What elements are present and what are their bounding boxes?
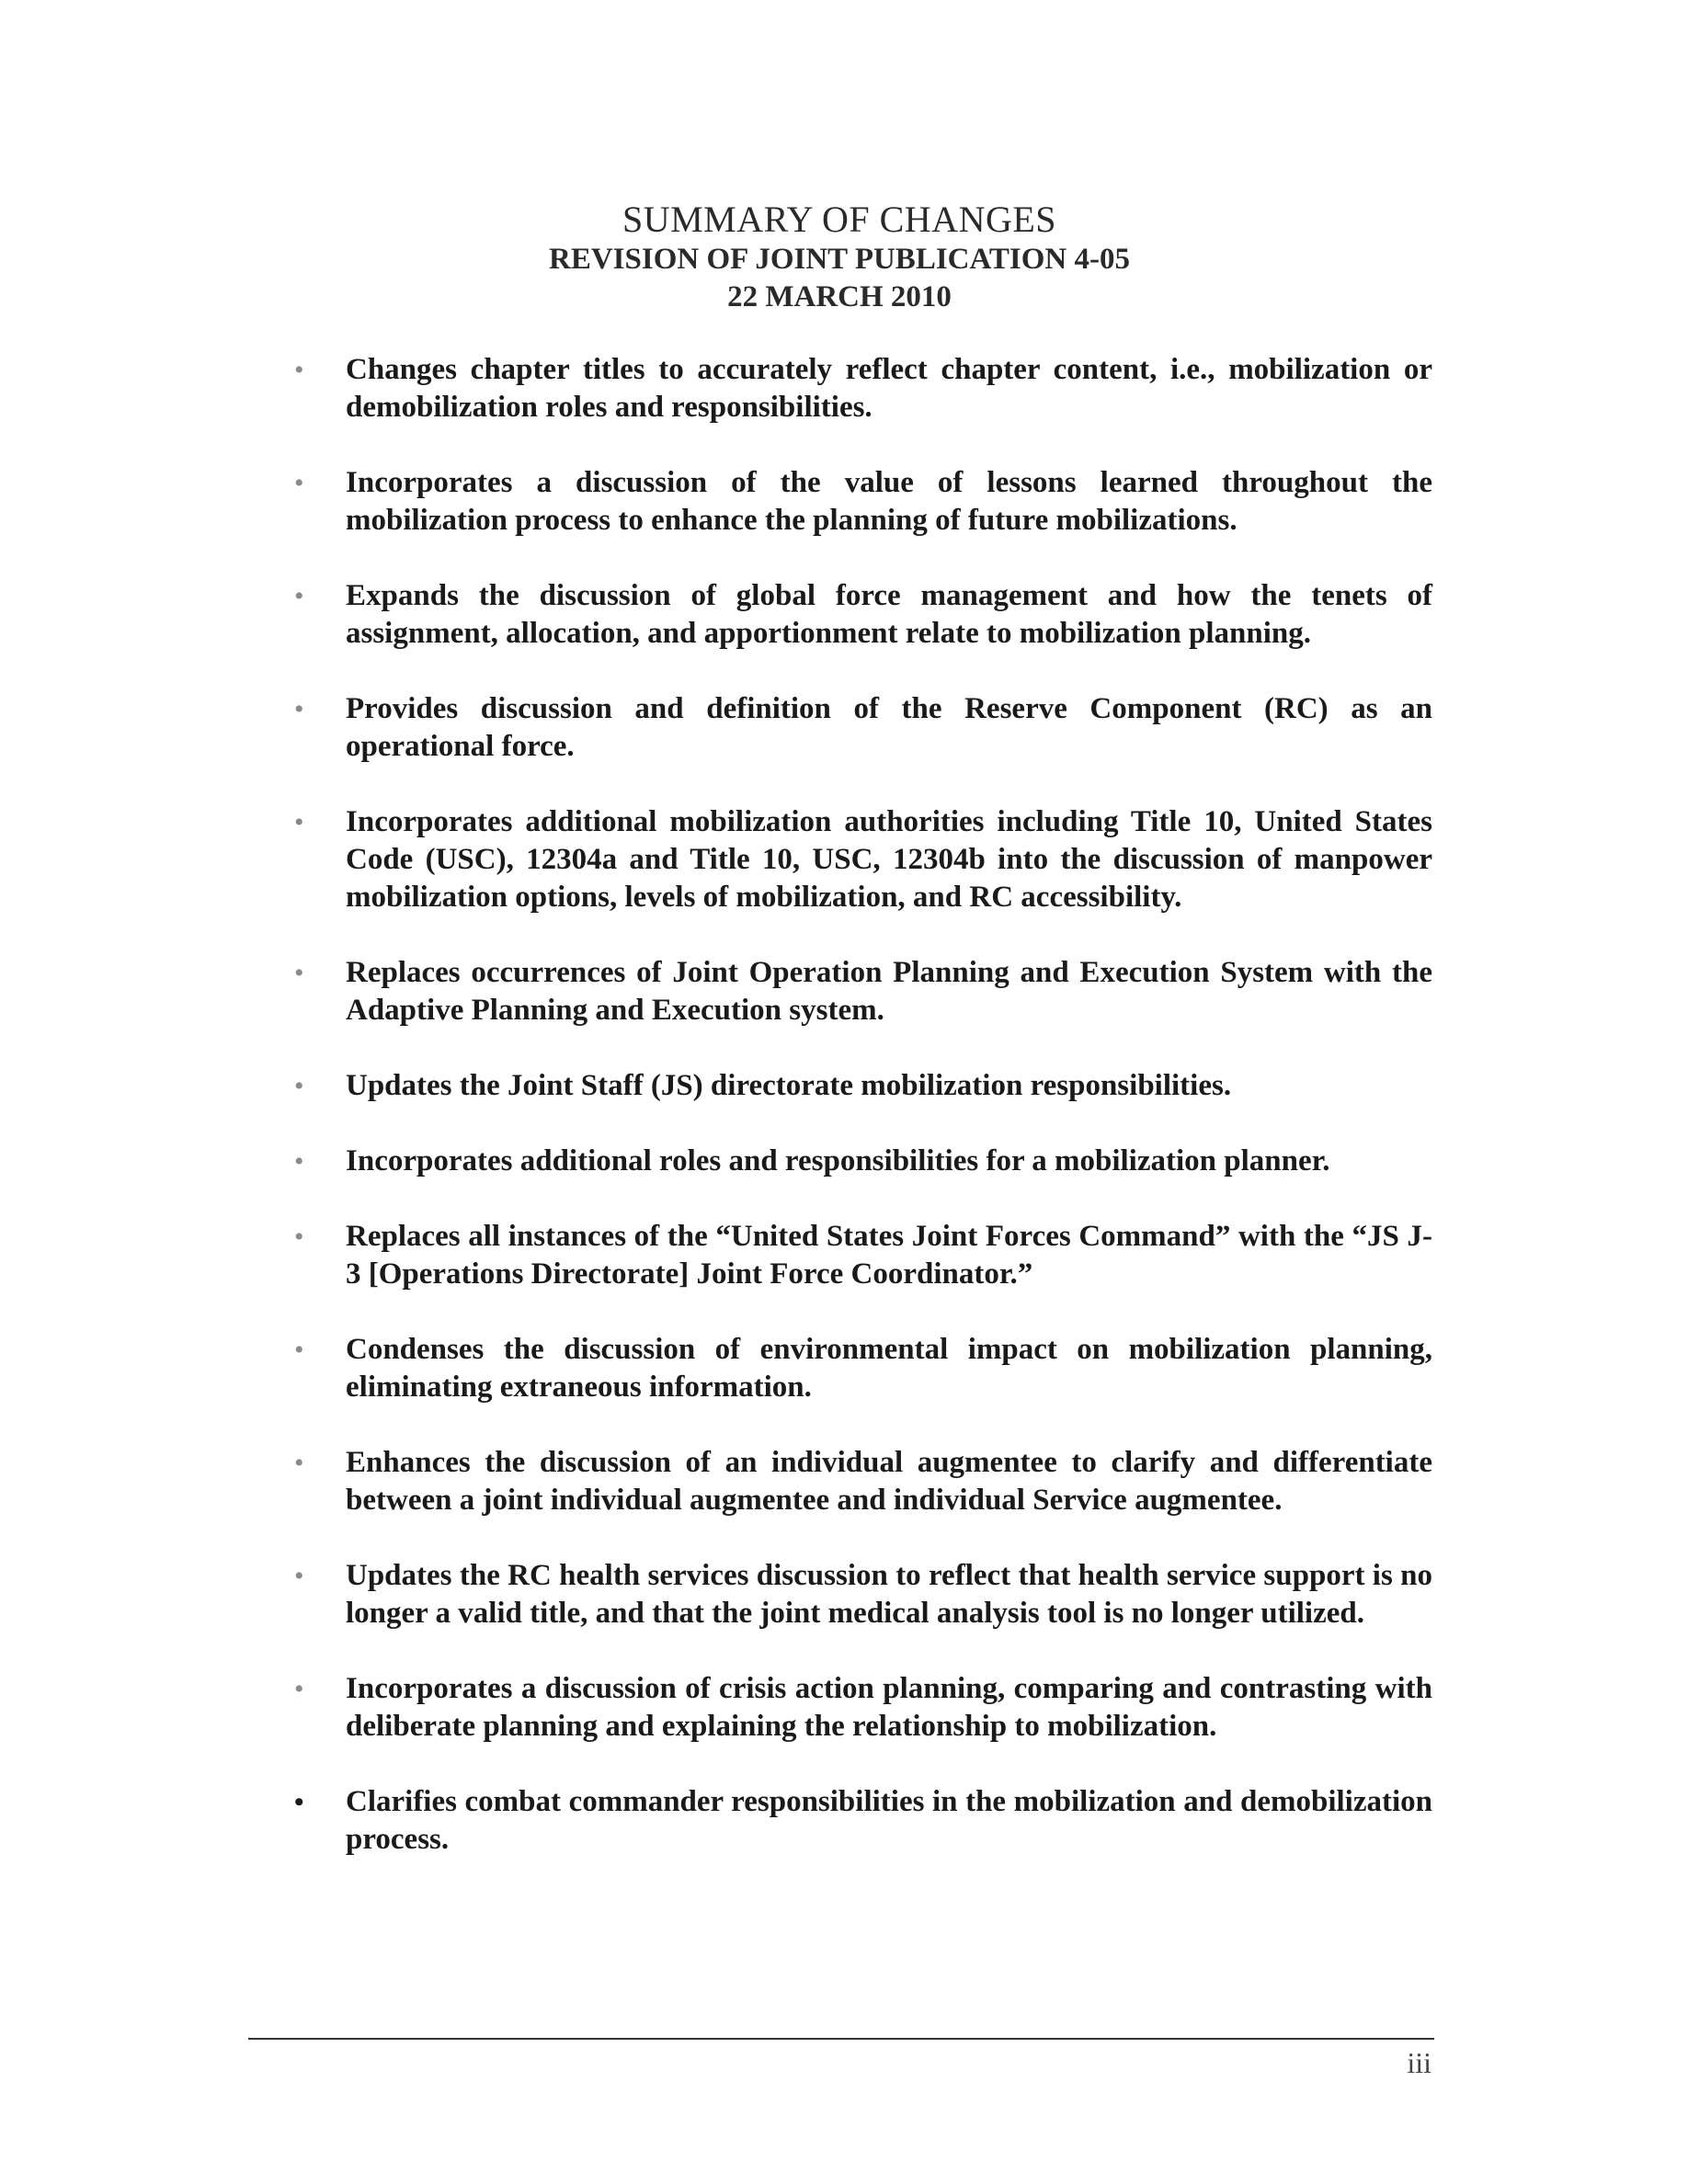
bullet-icon: • xyxy=(294,694,304,724)
change-item xyxy=(292,1783,1432,1859)
page-number: iii xyxy=(1407,2046,1431,2079)
change-item xyxy=(292,1557,1432,1632)
change-item xyxy=(292,464,1432,540)
bullet-icon: • xyxy=(294,958,304,988)
bullet-icon: • xyxy=(294,1071,304,1101)
document-subtitle: REVISION OF JOINT PUBLICATION 4-05 xyxy=(549,243,1130,276)
document-title: SUMMARY OF CHANGES xyxy=(622,199,1057,240)
changes-list xyxy=(292,351,1432,1896)
bullet-icon: • xyxy=(294,1561,304,1591)
change-item xyxy=(292,690,1432,766)
change-item xyxy=(292,803,1432,916)
bullet-icon: • xyxy=(294,1787,304,1817)
bullet-icon: • xyxy=(294,1448,304,1478)
change-text: Incorporates a discussion of crisis action planning, comparing and contrasting with deliberate planning and explaining the relationship to mobilization. xyxy=(346,1672,1432,1743)
change-text: Enhances the discussion of an individual augmentee to clarify and differentiate between a joint individual augmentee and individual Service augmentee. xyxy=(346,1446,1432,1517)
change-text: Updates the RC health services discussion to reflect that health service support is no longer a valid title, and that the joint medical analysis tool is no longer utilized. xyxy=(346,1559,1432,1630)
change-text: Expands the discussion of global force management and how the tenets of assignment, allocation, and apportionment relate to mobilization planning. xyxy=(346,579,1432,650)
change-item xyxy=(292,1670,1432,1746)
change-text: Replaces all instances of the “United States Joint Forces Command” with the “JS J-3 [Operations Directorate] Joint Force Coordinator.” xyxy=(346,1220,1432,1291)
change-item xyxy=(292,1218,1432,1293)
change-text: Updates the Joint Staff (JS) directorate mobilization responsibilities. xyxy=(346,1069,1232,1102)
change-text: Incorporates additional roles and responsibilities for a mobilization planner. xyxy=(346,1144,1330,1177)
change-text: Replaces occurrences of Joint Operation Planning and Execution System with the Adaptive Planning and Execution system. xyxy=(346,956,1432,1027)
change-item xyxy=(292,954,1432,1029)
change-item xyxy=(292,577,1432,653)
change-item xyxy=(292,1331,1432,1406)
change-text: Incorporates additional mobilization authorities including Title 10, United States Code (USC), 12304a and Title 10, USC, 12304b into the discussion of manpower mobilization options, levels of mobilization, and RC accessibility. xyxy=(346,805,1432,914)
bullet-icon: • xyxy=(294,581,304,611)
document-header xyxy=(248,199,1431,316)
footer-divider xyxy=(248,2038,1434,2040)
change-item xyxy=(292,1143,1432,1180)
change-text: Condenses the discussion of environmental impact on mobilization planning, eliminating extraneous information. xyxy=(346,1333,1432,1404)
change-text: Provides discussion and definition of the Reserve Component (RC) as an operational force. xyxy=(346,692,1432,763)
bullet-icon: • xyxy=(294,807,304,837)
change-text: Changes chapter titles to accurately reflect chapter content, i.e., mobilization or demobilization roles and responsibilities. xyxy=(346,353,1432,424)
bullet-icon: • xyxy=(294,468,304,498)
change-item xyxy=(292,1444,1432,1519)
bullet-icon: • xyxy=(294,355,304,385)
change-item xyxy=(292,351,1432,427)
change-item xyxy=(292,1067,1432,1105)
bullet-icon: • xyxy=(294,1146,304,1177)
bullet-icon: • xyxy=(294,1674,304,1704)
change-text: Incorporates a discussion of the value of lessons learned throughout the mobilization process to enhance the planning of future mobilizations. xyxy=(346,466,1432,537)
bullet-icon: • xyxy=(294,1335,304,1365)
document-date: 22 MARCH 2010 xyxy=(727,280,952,313)
bullet-icon: • xyxy=(294,1222,304,1252)
change-text: Clarifies combat commander responsibilities in the mobilization and demobilization process. xyxy=(346,1785,1432,1856)
